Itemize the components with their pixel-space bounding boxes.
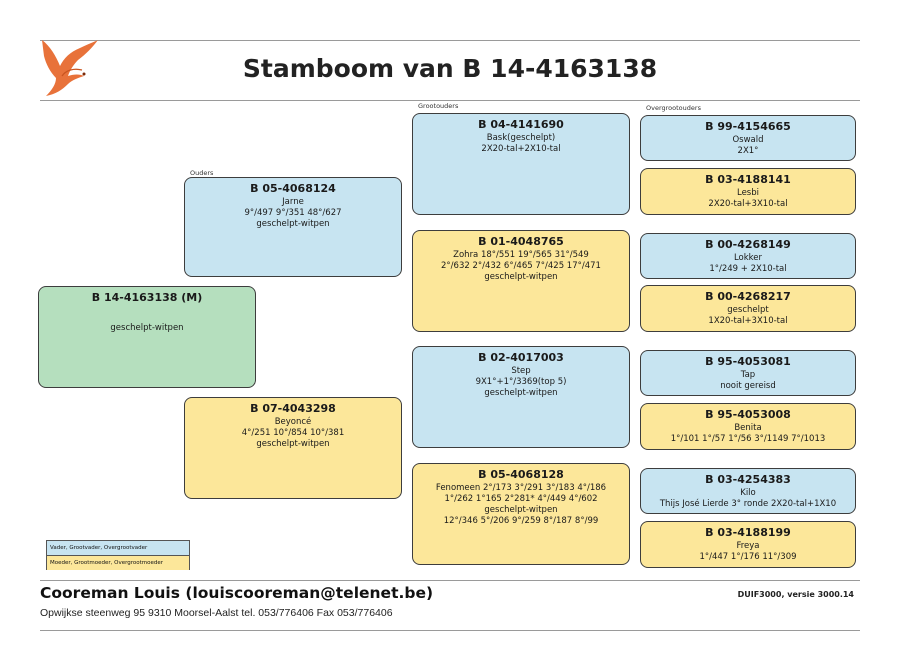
pigeon-results: Thijs José Lierde 3° ronde 2X20-tal+1X10 (659, 499, 837, 509)
pigeon-results: 2X20-tal+2X10-tal (481, 144, 561, 154)
pigeon-name: Oswald (732, 135, 764, 145)
color-legend (46, 540, 190, 570)
pigeon-results: 4°/251 10°/854 10°/381 (241, 428, 345, 438)
grandfather-maternal-box[interactable] (412, 346, 630, 448)
pigeon-color: geschelpt-witpen (256, 219, 330, 229)
ouders-label: Ouders (190, 169, 214, 177)
pigeon-name: Zohra 18°/551 19°/565 31°/549 (453, 250, 589, 260)
grandfather-paternal-box[interactable] (412, 113, 630, 215)
ring-number: B 03-4254383 (705, 473, 791, 486)
ring-number: B 00-4268217 (705, 290, 791, 303)
great-grandparent-box[interactable] (640, 521, 856, 568)
grandmother-maternal-box[interactable] (412, 463, 630, 565)
pigeon-name: Benita (734, 423, 762, 433)
ring-number: B 14-4163138 (M) (91, 291, 203, 304)
great-grandparent-box[interactable] (640, 233, 856, 279)
great-grandparent-box[interactable] (640, 403, 856, 450)
ring-number: B 95-4053081 (705, 355, 791, 368)
pigeon-results: 9X1°+1°/3369(top 5) (475, 377, 567, 387)
pigeon-color: geschelpt-witpen (484, 505, 558, 515)
pigeon-results: 1X20-tal+3X10-tal (708, 316, 788, 326)
ring-number: B 02-4017003 (478, 351, 564, 364)
ring-number: B 99-4154665 (705, 120, 791, 133)
great-grandparent-box[interactable] (640, 168, 856, 215)
ring-number: B 95-4053008 (705, 408, 791, 421)
pigeon-name: Lokker (733, 253, 763, 263)
pigeon-name: Lesbi (736, 188, 759, 198)
breeder-name: Cooreman Louis (louiscooreman@telenet.be) (40, 584, 434, 602)
pigeon-results: 1°/262 1°165 2°281* 4°/449 4°/602 (444, 494, 598, 504)
father-box[interactable] (184, 177, 402, 277)
pigeon-name: Kilo (740, 488, 756, 498)
overgrootouders-label: Overgrootouders (646, 104, 701, 112)
subject-pigeon-box[interactable] (38, 286, 256, 388)
legend-female: Moeder, Grootmoeder, Overgrootmoeder (47, 556, 189, 570)
footer-top-divider (40, 580, 860, 581)
pigeon-results: 1°/101 1°/57 1°/56 3°/1149 7°/1013 (670, 434, 826, 444)
pigeon-name: Freya (736, 541, 760, 551)
pigeon-results: 2X20-tal+3X10-tal (708, 199, 788, 209)
pigeon-results: 1°/249 + 2X10-tal (709, 264, 787, 274)
great-grandparent-box[interactable] (640, 350, 856, 396)
page-title: Stamboom van B 14-4163138 (242, 54, 658, 83)
ring-number: B 05-4068128 (478, 468, 564, 481)
great-grandparent-box[interactable] (640, 285, 856, 332)
pigeon-color: geschelpt-witpen (110, 323, 184, 333)
pigeon-results: 9°/497 9°/351 48°/627 (244, 208, 342, 218)
software-version: DUIF3000, versie 3000.14 (737, 590, 854, 599)
ring-number: B 03-4188141 (705, 173, 791, 186)
ring-number: B 04-4141690 (478, 118, 564, 131)
pigeon-results: 1°/447 1°/176 11°/309 (699, 552, 797, 562)
great-grandparent-box[interactable] (640, 115, 856, 161)
pigeon-results: 2X1° (737, 146, 759, 156)
pigeon-name: Jarne (282, 197, 304, 207)
pigeon-color: geschelpt-witpen (256, 439, 330, 449)
breeder-address: Opwijkse steenweg 95 9310 Moorsel-Aalst tel. 053/776406 Fax 053/776406 (40, 607, 393, 619)
footer-bottom-divider (40, 630, 860, 631)
mother-box[interactable] (184, 397, 402, 499)
grootouders-label: Grootouders (418, 102, 459, 110)
ring-number: B 03-4188199 (705, 526, 791, 539)
title-divider (40, 100, 860, 101)
ring-number: B 05-4068124 (250, 182, 336, 195)
pigeon-name: Beyoncé (274, 417, 312, 427)
top-divider (40, 40, 860, 41)
grandmother-paternal-box[interactable] (412, 230, 630, 332)
pigeon-name: Step (511, 366, 531, 376)
pigeon-results: 2°/632 2°/432 6°/465 7°/425 17°/471 (441, 261, 601, 271)
pigeon-results: Fenomeen 2°/173 3°/291 3°/183 4°/186 (435, 483, 607, 493)
pigeon-results: 12°/346 5°/206 9°/259 8°/187 8°/99 (443, 516, 599, 526)
great-grandparent-box[interactable] (640, 468, 856, 514)
legend-male: Vader, Grootvader, Overgrootvader (47, 541, 189, 556)
ring-number: B 07-4043298 (250, 402, 336, 415)
ring-number: B 01-4048765 (478, 235, 564, 248)
pigeon-results: nooit gereisd (720, 381, 776, 391)
pigeon-name: Bask(geschelpt) (486, 133, 556, 143)
pigeon-name: geschelpt (727, 305, 769, 315)
pigeon-color: geschelpt-witpen (484, 388, 558, 398)
ring-number: B 00-4268149 (705, 238, 791, 251)
pigeon-name: Tap (740, 370, 756, 380)
pigeon-color: geschelpt-witpen (484, 272, 558, 282)
